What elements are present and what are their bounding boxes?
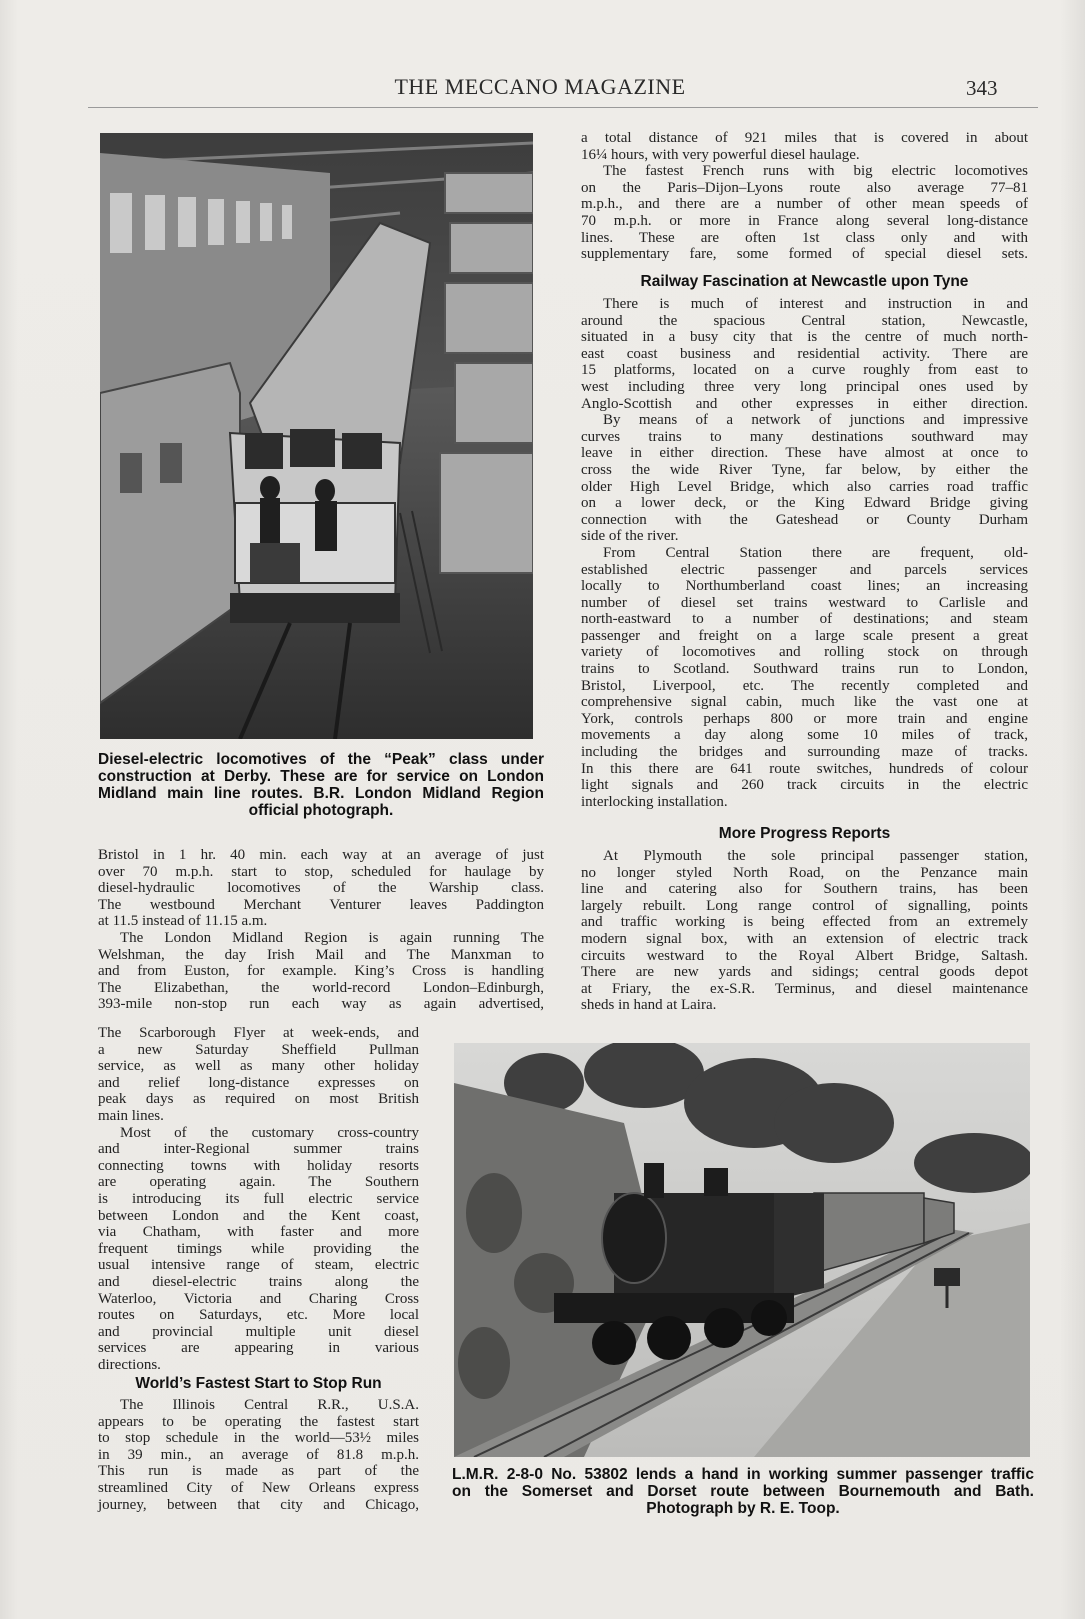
text-line: 393-mile non-stop run each way as again advertised, bbox=[98, 996, 544, 1013]
text-line: Bristol, Liverpool, etc. The recently completed and bbox=[581, 677, 1028, 694]
text-line: north-eastward to a number of destinations; and steam bbox=[581, 611, 1028, 628]
text-line: frequent timings while providing the bbox=[98, 1240, 419, 1257]
text-line: The Illinois Central R.R., U.S.A. bbox=[120, 1397, 419, 1413]
text-line: number of diesel set trains westward to Carlisle and bbox=[581, 594, 1028, 611]
text-line: at 11.5 instead of 11.15 a.m. bbox=[98, 913, 268, 930]
page-number: 343 bbox=[966, 76, 998, 100]
progress-heading: More Progress Reports bbox=[718, 825, 891, 842]
text-line: line and catering also for Southern trains, has been bbox=[581, 881, 1028, 898]
text-line: sheds in hand at Laira. bbox=[581, 997, 717, 1014]
text-line: Bristol in 1 hr. 40 min. each way at an average of just bbox=[98, 847, 544, 863]
text-line: supplementary fare, some formed of special diesel sets. bbox=[581, 246, 1028, 263]
text-line: diesel-hydraulic locomotives of the Warship class. bbox=[98, 880, 544, 897]
fastest-run-heading: World’s Fastest Start to Stop Run bbox=[135, 1375, 382, 1392]
text-line: Welshman, the day Irish Mail and The Manxman to bbox=[98, 946, 544, 963]
header-rule bbox=[88, 107, 1038, 108]
text-line: At Plymouth the sole principal passenger station, bbox=[603, 848, 1028, 864]
text-line: side of the river. bbox=[581, 528, 679, 545]
text-line: The fastest French runs with big electric locomotives bbox=[603, 163, 1028, 180]
newcastle-article bbox=[581, 296, 1028, 810]
text-line: journey, between that city and Chicago, bbox=[98, 1496, 419, 1513]
text-line: situated in a busy city that is the centre of much north- bbox=[581, 329, 1028, 346]
text-line: There is much of interest and instruction in and bbox=[603, 296, 1028, 312]
text-line: From Central Station there are frequent, old- bbox=[603, 544, 1028, 561]
text-line: over 70 m.p.h. start to stop, scheduled for haulage by bbox=[98, 863, 544, 880]
text-line: Anglo-Scottish and other expresses in either direction. bbox=[581, 395, 1028, 412]
text-line: 70 m.p.h. or more in France along several long-distance bbox=[581, 212, 1028, 229]
text-line: older High Level Bridge, which also carries road traffic bbox=[581, 478, 1028, 495]
text-line: Most of the customary cross-country bbox=[120, 1124, 419, 1141]
text-line: and provincial multiple unit diesel bbox=[98, 1323, 419, 1340]
text-line: via Chatham, with faster and more bbox=[98, 1224, 419, 1241]
text-line: routes on Saturdays, etc. More local bbox=[98, 1307, 419, 1324]
caption-line: on the Somerset and Dorset route between Bournemouth and Bath. bbox=[452, 1483, 1034, 1500]
text-line: 15 platforms, located on a curve roughly from east to bbox=[581, 362, 1028, 379]
text-line: trains to Scotland. Southward trains run to London, bbox=[581, 661, 1028, 678]
text-line: movements a day along some 10 miles of track, bbox=[581, 727, 1028, 744]
text-line: service, as well as many other holiday bbox=[98, 1058, 419, 1075]
text-line: This run is made as part of the bbox=[98, 1463, 419, 1480]
caption-line: official photograph. bbox=[248, 802, 394, 819]
text-line: appears to be operating the fastest start bbox=[98, 1413, 419, 1430]
peak-class-caption bbox=[98, 751, 544, 819]
text-line: connection with the Gateshead or County Durham bbox=[581, 511, 1028, 528]
text-line: The Scarborough Flyer at week-ends, and bbox=[98, 1025, 419, 1041]
text-line: The London Midland Region is again running The bbox=[120, 929, 544, 946]
text-line: passenger and freight on a large scale present a great bbox=[581, 627, 1028, 644]
text-line: at Friary, the ex-S.R. Terminus, and diesel maintenance bbox=[581, 980, 1028, 997]
text-line: There are new yards and sidings; central goods depot bbox=[581, 964, 1028, 981]
holiday-services-text bbox=[98, 1025, 419, 1373]
text-line: peak days as required on most British bbox=[98, 1091, 419, 1108]
text-line: on a lower deck, or the King Edward Bridge giving bbox=[581, 495, 1028, 512]
peak-class-locomotives-photo bbox=[100, 133, 533, 739]
text-line: 16¼ hours, with very powerful diesel haulage. bbox=[581, 146, 860, 163]
text-line: The Elizabethan, the world-record London–Edinburgh, bbox=[98, 979, 544, 996]
text-line: The westbound Merchant Venturer leaves Paddington bbox=[98, 896, 544, 913]
text-line: modern signal box, with an extension of electric track bbox=[581, 930, 1028, 947]
text-line: a new Saturday Sheffield Pullman bbox=[98, 1041, 419, 1058]
steam-train-photo bbox=[454, 1043, 1030, 1457]
caption-line: construction at Derby. These are for service on London bbox=[98, 768, 544, 785]
caption-line: Diesel-electric locomotives of the “Peak” class under bbox=[98, 751, 544, 768]
text-line: established electric passenger and parcels services bbox=[581, 561, 1028, 578]
text-line: locally to Northumberland coast lines; an increasing bbox=[581, 578, 1028, 595]
text-line: In this there are 641 route switches, hundreds of colour bbox=[581, 760, 1028, 777]
text-line: in 39 min., an average of 81.8 m.p.h. bbox=[98, 1446, 419, 1463]
text-line: largely rebuilt. Long range control of signalling, points bbox=[581, 897, 1028, 914]
text-line: to stop schedule in the world—53½ miles bbox=[98, 1430, 419, 1447]
text-line: between London and the Kent coast, bbox=[98, 1207, 419, 1224]
text-line: and traffic working is being effected from an extremely bbox=[581, 914, 1028, 931]
text-line: light signals and 260 track circuits in the electric bbox=[581, 777, 1028, 794]
text-line: York, controls perhaps 800 or more train and engine bbox=[581, 710, 1028, 727]
steam-train-caption bbox=[452, 1466, 1034, 1517]
newcastle-heading: Railway Fascination at Newcastle upon Tyne bbox=[640, 273, 969, 290]
text-line: interlocking installation. bbox=[581, 793, 728, 810]
magazine-title: THE MECCANO MAGAZINE bbox=[394, 74, 686, 99]
text-line: and relief long-distance expresses on bbox=[98, 1074, 419, 1091]
right-column-intro bbox=[581, 130, 1028, 263]
text-line: a total distance of 921 miles that is covered in about bbox=[581, 130, 1028, 146]
text-line: and diesel-electric trains along the bbox=[98, 1273, 419, 1290]
text-line: is introducing its full electric service bbox=[98, 1190, 419, 1207]
caption-line: Midland main line routes. B.R. London Midland Region bbox=[98, 785, 544, 802]
caption-line: Photograph by R. E. Toop. bbox=[646, 1500, 840, 1517]
left-column-continuation bbox=[98, 847, 544, 1013]
text-line: circuits westward to the Royal Albert Bridge, Saltash. bbox=[581, 947, 1028, 964]
text-line: Waterloo, Victoria and Charing Cross bbox=[98, 1290, 419, 1307]
text-line: variety of locomotives and rolling stock on through bbox=[581, 644, 1028, 661]
text-line: comprehensive signal cabin, much like the vast one at bbox=[581, 694, 1028, 711]
illinois-central-text bbox=[98, 1397, 419, 1513]
text-line: services are appearing in various bbox=[98, 1340, 419, 1357]
text-line: curves trains to many destinations southward may bbox=[581, 428, 1028, 445]
text-line: streamlined City of New Orleans express bbox=[98, 1479, 419, 1496]
text-line: lines. These are often 1st class only and with bbox=[581, 229, 1028, 246]
text-line: directions. bbox=[98, 1356, 161, 1373]
text-line: no longer styled North Road, on the Penzance main bbox=[581, 864, 1028, 881]
text-line: usual intensive range of steam, electric bbox=[98, 1257, 419, 1274]
text-line: including the bridges and surrounding maze of tracks. bbox=[581, 744, 1028, 761]
text-line: are operating again. The Southern bbox=[98, 1174, 419, 1191]
text-line: By means of a network of junctions and impressive bbox=[603, 412, 1028, 429]
text-line: on the Paris–Dijon–Lyons route also average 77–81 bbox=[581, 179, 1028, 196]
text-line: west including three very long principal ones used by bbox=[581, 378, 1028, 395]
text-line: m.p.h., and there are a number of other mean speeds of bbox=[581, 196, 1028, 213]
text-line: and inter-Regional summer trains bbox=[98, 1141, 419, 1158]
text-line: around the spacious Central station, Newcastle, bbox=[581, 312, 1028, 329]
plymouth-article bbox=[581, 848, 1028, 1014]
text-line: east coast business and residential activity. There are bbox=[581, 345, 1028, 362]
text-line: leave in either direction. These have almost at once to bbox=[581, 445, 1028, 462]
caption-line: L.M.R. 2-8-0 No. 53802 lends a hand in working summer passenger traffic bbox=[452, 1466, 1034, 1483]
text-line: main lines. bbox=[98, 1107, 164, 1124]
text-line: and from Euston, for example. King’s Cross is handling bbox=[98, 963, 544, 980]
text-line: connecting towns with holiday resorts bbox=[98, 1157, 419, 1174]
text-line: cross the wide River Tyne, far below, by either the bbox=[581, 461, 1028, 478]
